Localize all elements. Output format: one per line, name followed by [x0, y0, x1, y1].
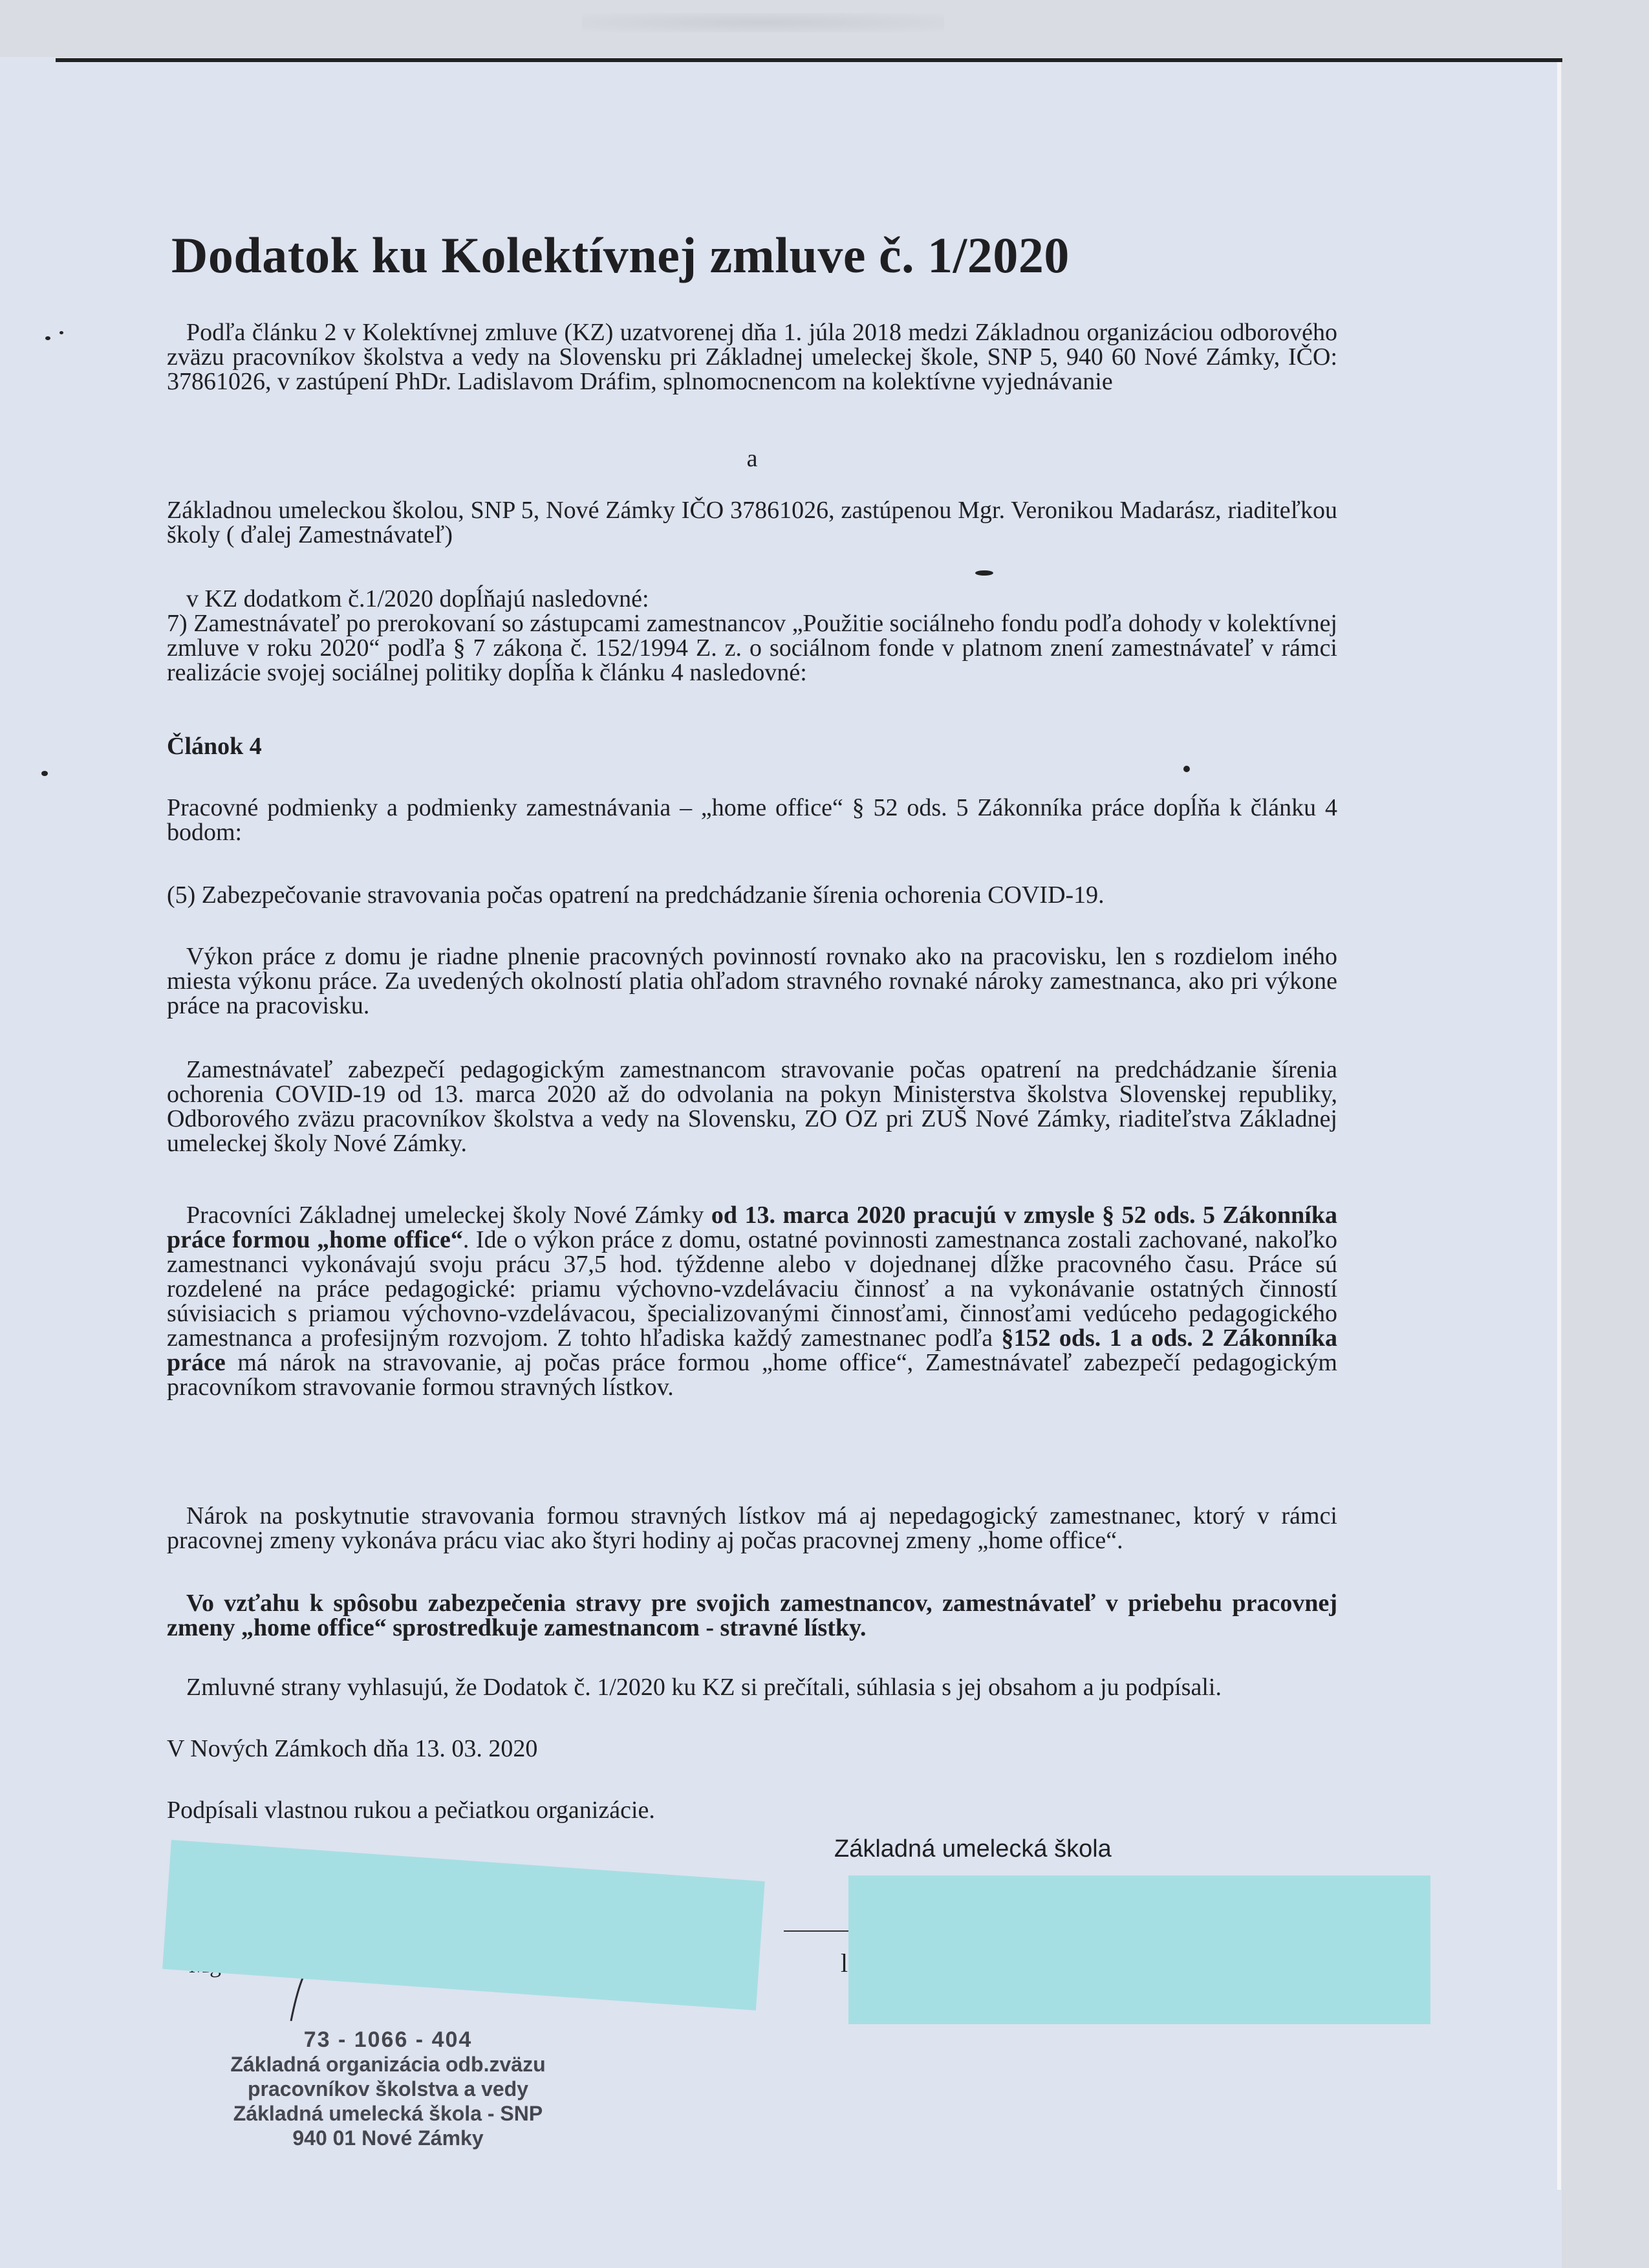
- catering-bold-paragraph: Vo vzťahu k spôsobu zabezpečenia stravy pre svojich zamestnancov, zamestnávateľ v priebehu pracovnej zmeny „home office“ sprostredkuje zamestnancom - stravné lístky.: [167, 1590, 1337, 1641]
- scan-smudge: [582, 13, 944, 32]
- page-top-rule: [56, 58, 1562, 62]
- right-signatory-school-label: Základná umelecká škola: [834, 1835, 1112, 1863]
- scan-speck: [975, 570, 993, 576]
- stamp-line-1: Základná organizácia odb.zväzu: [230, 2053, 546, 2076]
- staff-text-a: Pracovníci Základnej umeleckej školy Nové Zámky: [186, 1202, 711, 1229]
- item-7-paragraph: 7) Zamestnávateľ po prerokovaní so zástupcami zamestnancov „Použitie sociálneho fondu podľa dohody v kolektívnej zmluve v roku 2020“ podľa § 7 zákona č. 152/1994 Z. z. o sociálnom fonde v platnom znení zamestnávateľ v rámci realizácie svojej sociálnej politiky dopĺňa k článku 4 nasledovné:: [167, 610, 1337, 686]
- staff-text-e: má nárok na stravovanie, aj počas práce formou „home office“, Zamestnávateľ zabezpečí pedagogickým pracovníkom stravovanie formou stravných lístkov.: [167, 1349, 1337, 1401]
- staff-text-bold-a: od 13. marca 2020 pracujú v zmysle § 52 ods. 5 Zákonníka práce formou „home office“: [167, 1202, 1337, 1253]
- scan-speck: [45, 336, 50, 340]
- employer-paragraph: Zamestnávateľ zabezpečí pedagogickým zamestnancom stravovanie počas opatrení na predchádzanie šírenia ochorenia COVID-19 od 13. marca 2020 až do odvolania na pokyn Ministerstva školstva Slovenskej republiky, Odborového zväzu pracovníkov školstva a vedy na Slovensku, ZO OZ pri ZUŠ Nové Zámky, riaditeľstva Základnej umeleckej školy Nové Zámky.: [167, 1056, 1337, 1157]
- scan-speck: [41, 771, 48, 776]
- staff-text-bold-law: §152 ods. 1 a ods. 2 Zákonníka práce: [167, 1324, 1337, 1376]
- scan-speck: [59, 331, 63, 334]
- parties-declaration: Zmluvné strany vyhlasujú, že Dodatok č. 1/2020 ku KZ si prečítali, súhlasia s jej obsahom a ju podpísali.: [186, 1674, 1222, 1701]
- work-from-home-paragraph: Výkon práce z domu je riadne plnenie pracovných povinností rovnako ako na pracovisku, len s rozdielom iného miesta výkonu práce. Za uvedených okolností platia ohľadom stravného rovnaké nároky zamestnanca, ako pri výkone práce na pracovisku.: [167, 943, 1337, 1019]
- page-right-edge: [1557, 62, 1561, 2190]
- party-two-paragraph: Základnou umeleckou školou, SNP 5, Nové Zámky IČO 37861026, zastúpenou Mgr. Veronikou Madarász, riaditeľkou školy ( ďalej Zamestnávateľ): [167, 497, 1337, 548]
- document-title: Dodatok ku Kolektívnej zmluve č. 1/2020: [171, 227, 1070, 283]
- signed-by-line: Podpísali vlastnou rukou a pečiatkou organizácie.: [167, 1797, 655, 1824]
- non-pedagogical-paragraph: Nárok na poskytnutie stravovania formou stravných lístkov má aj nepedagogický zamestnanec, ktorý v rámci pracovnej zmeny vykonáva prácu viac ako štyri hodiny aj počas pracovnej zmeny „home office“.: [167, 1502, 1337, 1554]
- redaction-right: [848, 1875, 1430, 2024]
- intro-paragraph: Podľa článku 2 v Kolektívnej zmluve (KZ) uzatvorenej dňa 1. júla 2018 medzi Základnou organizáciou odborového zväzu pracovníkov školstva a vedy na Slovensku pri Základnej umeleckej škole, SNP 5, 940 60 Nové Zámky, IČO: 37861026, v zastúpení PhDr. Ladislavom Dráfim, splnomocnencom na kolektívne vyjednávanie: [167, 319, 1337, 395]
- stamp-line-4: 940 01 Nové Zámky: [292, 2126, 484, 2150]
- point-5: (5) Zabezpečovanie stravovania počas opatrení na predchádzanie šírenia ochorenia COVID-19.: [167, 881, 1105, 909]
- staff-text-c: . Ide o výkon práce z domu, ostatné povinnosti zamestnanca zostali zachované, nakoľko zamestnanci vykonávajú svoju prácu 37,5 hod. týždenne alebo v dojednanej dĺžke pracovného času. Práce sú rozdelené na práce pedagogické: priamu výchovno-vzdelávaciu činnosť a na vykonávanie ostatných činností súvisiacich s priamou výchovno-vzdelávacou, špecializovanými činnosťami, činnosťami vedúceho pedagogického zamestnanca a profesijným rozvojom. Z tohto hľadiska každý zamestnanec podľa: [167, 1226, 1337, 1352]
- scan-speck: [1183, 766, 1190, 772]
- place-date: V Nových Zámkoch dňa 13. 03. 2020: [167, 1735, 538, 1762]
- organization-stamp: [207, 2027, 569, 2150]
- agree-line: v KZ dodatkom č.1/2020 dopĺňajú nasledovné:: [186, 585, 649, 612]
- article-heading: Článok 4: [167, 733, 262, 760]
- conjunction: a: [746, 445, 758, 472]
- stamp-line-2: pracovníkov školstva a vedy: [248, 2077, 528, 2101]
- stamp-line-3: Základná umelecká škola - SNP: [233, 2102, 543, 2125]
- staff-paragraph: [167, 1203, 1337, 1399]
- right-signatory-name: l: [841, 1949, 848, 1978]
- stamp-code: 73 - 1066 - 404: [303, 2027, 473, 2052]
- conditions-paragraph: Pracovné podmienky a podmienky zamestnávania – „home office“ § 52 ods. 5 Zákonníka práce dopĺňa k článku 4 bodom:: [167, 794, 1337, 846]
